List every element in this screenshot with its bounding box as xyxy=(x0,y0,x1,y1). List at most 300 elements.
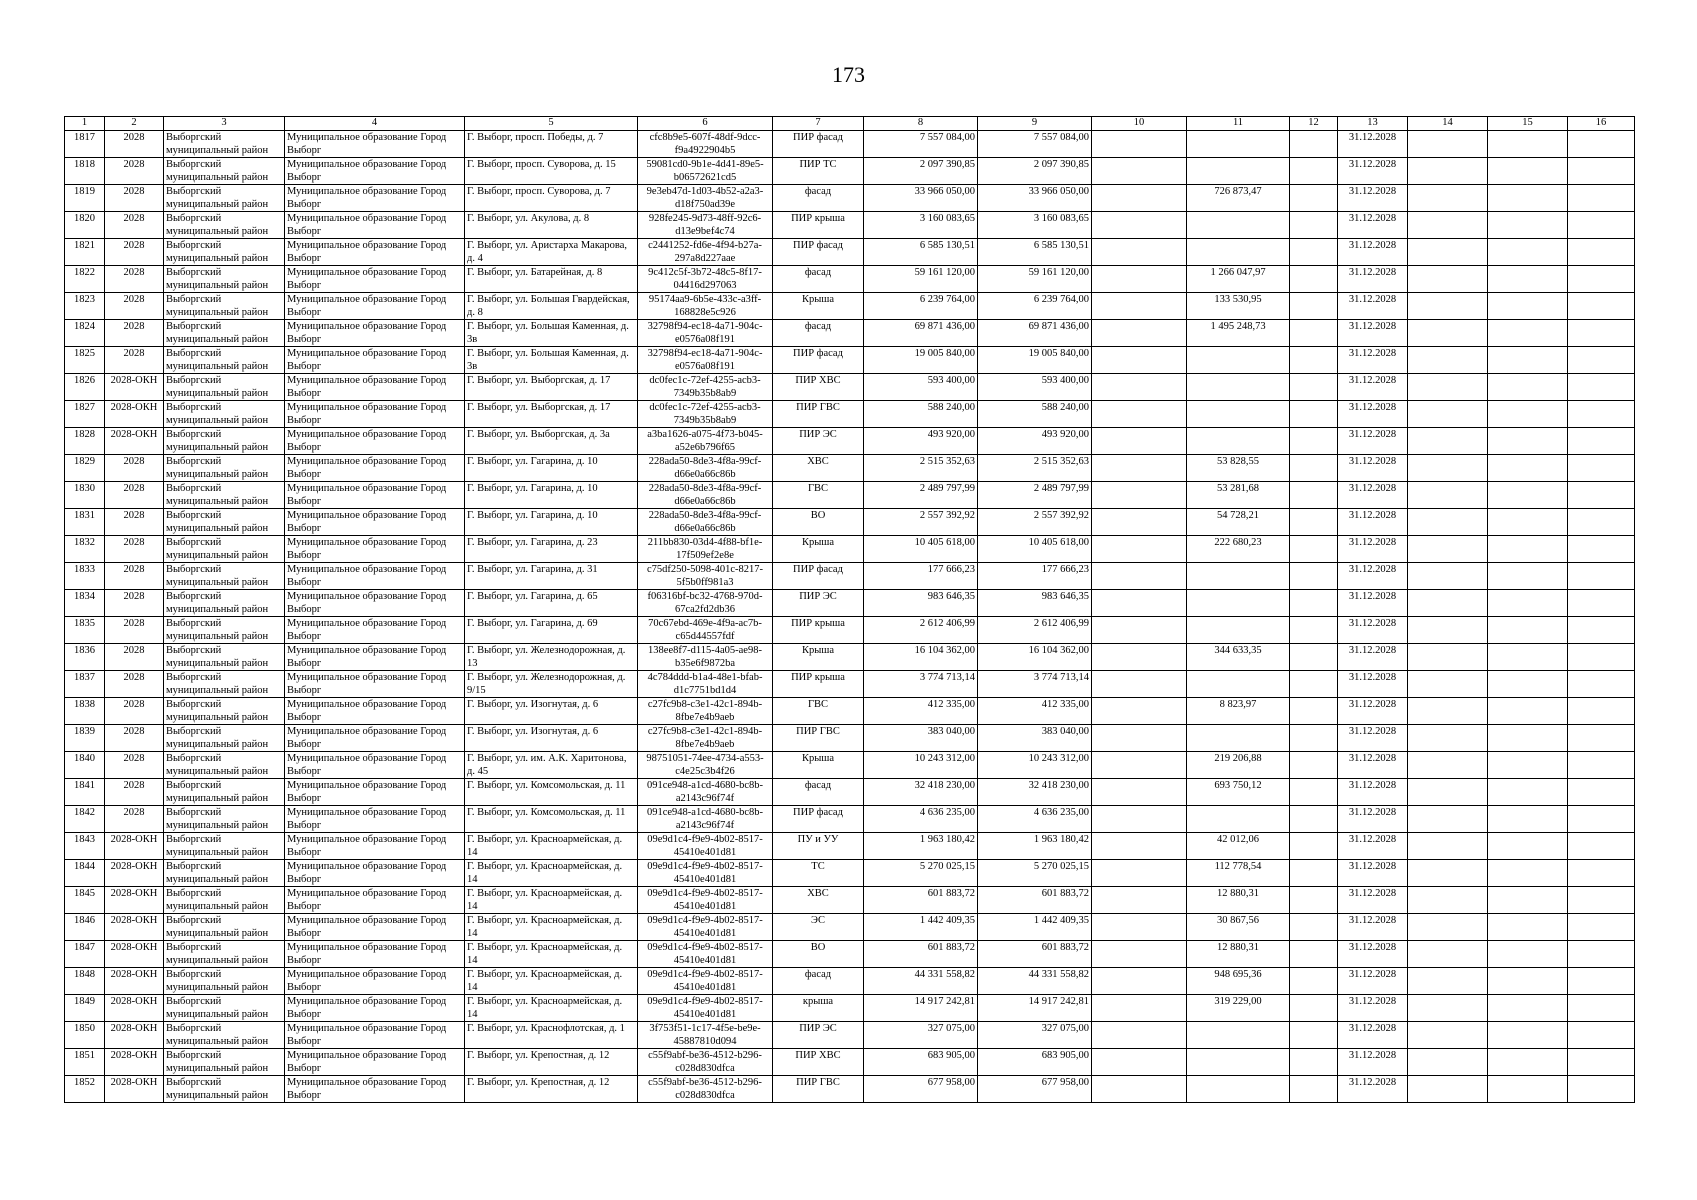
row-cost-total: 4 636 235,00 xyxy=(864,806,978,833)
row-address-line: Г. Выборг, ул. Гагарина, д. 65 xyxy=(467,591,598,602)
row-cost-fund: 3 774 713,14 xyxy=(978,671,1092,698)
row-deadline: 31.12.2028 xyxy=(1338,239,1408,266)
row-cost-total: 14 917 242,81 xyxy=(864,995,978,1022)
row-col10 xyxy=(1092,1022,1187,1049)
row-cost-total: 683 905,00 xyxy=(864,1049,978,1076)
row-col16 xyxy=(1568,752,1635,779)
row-guid-line: 04416d297063 xyxy=(673,280,737,291)
column-header-10: 10 xyxy=(1092,117,1187,131)
row-district-line: Выборгский xyxy=(166,645,222,656)
row-municipality-line: Муниципальное образование Город xyxy=(287,861,447,872)
row-district-line: Выборгский xyxy=(166,348,222,359)
row-address-line: Г. Выборг, ул. Комсомольская, д. 11 xyxy=(467,807,626,818)
row-municipality-line: Муниципальное образование Город xyxy=(287,537,447,548)
row-guid xyxy=(638,752,773,779)
row-col11: 53 828,55 xyxy=(1187,455,1290,482)
row-municipality xyxy=(285,131,465,158)
row-district xyxy=(164,212,285,239)
row-work-type: ПИР фасад xyxy=(773,806,864,833)
row-col15 xyxy=(1488,779,1568,806)
row-work-type: ПИР фасад xyxy=(773,131,864,158)
row-col15 xyxy=(1488,482,1568,509)
table-body xyxy=(65,131,1635,1103)
table-row xyxy=(65,941,1635,968)
row-guid-line: 138ee8f7-d115-4a05-ae98- xyxy=(648,645,762,656)
row-municipality-line: Муниципальное образование Город xyxy=(287,456,447,467)
row-district xyxy=(164,401,285,428)
row-year: 2028-ОКН xyxy=(105,941,164,968)
row-address-line: Г. Выборг, ул. Изогнутая, д. 6 xyxy=(467,726,599,737)
row-district-line: Выборгский xyxy=(166,240,222,251)
row-number: 1832 xyxy=(65,536,105,563)
row-guid-line: 32798f94-ec18-4a71-904c- xyxy=(647,348,763,359)
row-col16 xyxy=(1568,428,1635,455)
row-col12 xyxy=(1290,482,1338,509)
row-cost-total: 59 161 120,00 xyxy=(864,266,978,293)
row-col15 xyxy=(1488,320,1568,347)
row-municipality-line: Муниципальное образование Город xyxy=(287,132,447,143)
row-address-line: 14 xyxy=(467,982,478,993)
row-address xyxy=(465,968,638,995)
row-col14 xyxy=(1408,212,1488,239)
row-col15 xyxy=(1488,968,1568,995)
row-cost-fund: 2 612 406,99 xyxy=(978,617,1092,644)
row-municipality-line: Выборг xyxy=(287,307,322,318)
row-guid-line: b35e6f9872ba xyxy=(674,658,736,669)
row-col10 xyxy=(1092,158,1187,185)
row-municipality-line: Выборг xyxy=(287,604,322,615)
row-year: 2028 xyxy=(105,347,164,374)
row-guid-line: dc0fec1c-72ef-4255-acb3- xyxy=(649,402,761,413)
row-municipality-line: Муниципальное образование Город xyxy=(287,348,447,359)
row-guid xyxy=(638,1022,773,1049)
row-guid-line: a3ba1626-a075-4f73-b045- xyxy=(647,429,763,440)
row-guid-line: 45887810d094 xyxy=(673,1036,737,1047)
table-row xyxy=(65,833,1635,860)
row-year: 2028 xyxy=(105,644,164,671)
row-guid xyxy=(638,914,773,941)
row-col14 xyxy=(1408,1022,1488,1049)
row-col12 xyxy=(1290,941,1338,968)
row-deadline: 31.12.2028 xyxy=(1338,185,1408,212)
row-work-type: ПИР ЭС xyxy=(773,1022,864,1049)
row-col14 xyxy=(1408,1049,1488,1076)
row-address xyxy=(465,995,638,1022)
row-col11: 1 495 248,73 xyxy=(1187,320,1290,347)
row-guid-line: c65d44557fdf xyxy=(675,631,735,642)
row-col15 xyxy=(1488,347,1568,374)
row-cost-fund: 177 666,23 xyxy=(978,563,1092,590)
row-year: 2028-ОКН xyxy=(105,1022,164,1049)
row-col14 xyxy=(1408,482,1488,509)
row-address-line: д. 45 xyxy=(467,766,489,777)
row-guid-line: 45410e401d81 xyxy=(673,955,737,966)
table-row xyxy=(65,536,1635,563)
row-address-line: 14 xyxy=(467,928,478,939)
row-col15 xyxy=(1488,158,1568,185)
row-col12 xyxy=(1290,455,1338,482)
row-guid-line: 70c67ebd-469e-4f9a-ac7b- xyxy=(648,618,762,629)
row-col16 xyxy=(1568,563,1635,590)
row-work-type: фасад xyxy=(773,320,864,347)
column-header-7: 7 xyxy=(773,117,864,131)
row-year: 2028-ОКН xyxy=(105,428,164,455)
row-col11 xyxy=(1187,428,1290,455)
row-cost-fund: 32 418 230,00 xyxy=(978,779,1092,806)
table-row xyxy=(65,995,1635,1022)
row-number: 1849 xyxy=(65,995,105,1022)
row-guid xyxy=(638,1076,773,1103)
row-municipality-line: Выборг xyxy=(287,1009,322,1020)
row-address-line: Г. Выборг, ул. Аристарха Макарова, xyxy=(467,240,628,251)
row-municipality xyxy=(285,563,465,590)
row-col12 xyxy=(1290,725,1338,752)
row-cost-total: 6 585 130,51 xyxy=(864,239,978,266)
row-district-line: Выборгский xyxy=(166,1023,222,1034)
table-row xyxy=(65,779,1635,806)
row-municipality xyxy=(285,266,465,293)
row-municipality-line: Выборг xyxy=(287,658,322,669)
table-row xyxy=(65,428,1635,455)
row-year: 2028-ОКН xyxy=(105,1076,164,1103)
row-deadline: 31.12.2028 xyxy=(1338,914,1408,941)
row-work-type: ХВС xyxy=(773,455,864,482)
row-col11 xyxy=(1187,158,1290,185)
row-district xyxy=(164,320,285,347)
row-municipality xyxy=(285,158,465,185)
row-col10 xyxy=(1092,887,1187,914)
row-address xyxy=(465,374,638,401)
row-municipality-line: Выборг xyxy=(287,685,322,696)
row-municipality-line: Выборг xyxy=(287,982,322,993)
row-col15 xyxy=(1488,266,1568,293)
table-row xyxy=(65,968,1635,995)
row-guid-line: 4c784ddd-b1a4-48e1-bfab- xyxy=(647,672,763,683)
row-district-line: Выборгский xyxy=(166,1050,222,1061)
row-deadline: 31.12.2028 xyxy=(1338,266,1408,293)
row-deadline: 31.12.2028 xyxy=(1338,509,1408,536)
row-guid-line: d18f750ad39e xyxy=(674,199,736,210)
row-deadline: 31.12.2028 xyxy=(1338,590,1408,617)
row-district xyxy=(164,536,285,563)
row-guid xyxy=(638,185,773,212)
row-municipality-line: Муниципальное образование Город xyxy=(287,780,447,791)
row-col10 xyxy=(1092,779,1187,806)
row-col10 xyxy=(1092,617,1187,644)
row-col10 xyxy=(1092,806,1187,833)
row-municipality xyxy=(285,401,465,428)
row-address xyxy=(465,617,638,644)
row-deadline: 31.12.2028 xyxy=(1338,860,1408,887)
row-district xyxy=(164,1076,285,1103)
row-district-line: Выборгский xyxy=(166,159,222,170)
row-district-line: Выборгский xyxy=(166,375,222,386)
row-district xyxy=(164,806,285,833)
row-municipality-line: Выборг xyxy=(287,280,322,291)
row-deadline: 31.12.2028 xyxy=(1338,968,1408,995)
row-district-line: Выборгский xyxy=(166,294,222,305)
row-district xyxy=(164,914,285,941)
row-guid-line: c2441252-fd6e-4f94-b27a- xyxy=(648,240,762,251)
row-col11 xyxy=(1187,374,1290,401)
row-guid xyxy=(638,617,773,644)
row-col14 xyxy=(1408,455,1488,482)
row-district-line: Выборгский xyxy=(166,483,222,494)
row-address-line: 14 xyxy=(467,847,478,858)
row-deadline: 31.12.2028 xyxy=(1338,131,1408,158)
row-work-type: ПИР фасад xyxy=(773,347,864,374)
row-number: 1838 xyxy=(65,698,105,725)
row-district-line: Выборгский xyxy=(166,672,222,683)
row-work-type: Крыша xyxy=(773,536,864,563)
row-cost-total: 601 883,72 xyxy=(864,941,978,968)
row-col14 xyxy=(1408,509,1488,536)
row-cost-fund: 593 400,00 xyxy=(978,374,1092,401)
row-guid-line: 928fe245-9d73-48ff-92c6- xyxy=(648,213,762,224)
row-col12 xyxy=(1290,644,1338,671)
row-address-line: Г. Выборг, ул. Комсомольская, д. 11 xyxy=(467,780,626,791)
row-year: 2028 xyxy=(105,293,164,320)
row-year: 2028 xyxy=(105,266,164,293)
row-col15 xyxy=(1488,941,1568,968)
row-municipality xyxy=(285,347,465,374)
row-guid-line: 09e9d1c4-f9e9-4b02-8517- xyxy=(647,888,763,899)
row-address-line: Г. Выборг, ул. им. А.К. Харитонова, xyxy=(467,753,627,764)
row-district xyxy=(164,374,285,401)
row-municipality-line: Муниципальное образование Город xyxy=(287,672,447,683)
row-district xyxy=(164,185,285,212)
row-cost-total: 6 239 764,00 xyxy=(864,293,978,320)
row-work-type: ПИР крыша xyxy=(773,671,864,698)
row-guid-line: 45410e401d81 xyxy=(673,928,737,939)
row-guid-line: 45410e401d81 xyxy=(673,847,737,858)
row-work-type: ПИР ГВС xyxy=(773,401,864,428)
row-col12 xyxy=(1290,995,1338,1022)
row-guid-line: 228ada50-8de3-4f8a-99cf- xyxy=(648,483,762,494)
row-municipality xyxy=(285,752,465,779)
row-municipality xyxy=(285,860,465,887)
row-col11 xyxy=(1187,725,1290,752)
row-district-line: Выборгский xyxy=(166,321,222,332)
row-col11: 30 867,56 xyxy=(1187,914,1290,941)
row-work-type: фасад xyxy=(773,266,864,293)
row-col14 xyxy=(1408,860,1488,887)
row-col12 xyxy=(1290,806,1338,833)
row-col10 xyxy=(1092,185,1187,212)
row-col10 xyxy=(1092,455,1187,482)
row-district xyxy=(164,725,285,752)
row-district-line: Выборгский xyxy=(166,186,222,197)
row-year: 2028 xyxy=(105,239,164,266)
row-cost-fund: 19 005 840,00 xyxy=(978,347,1092,374)
row-cost-fund: 983 646,35 xyxy=(978,590,1092,617)
row-col16 xyxy=(1568,914,1635,941)
row-col14 xyxy=(1408,914,1488,941)
row-col16 xyxy=(1568,212,1635,239)
row-district-line: муниципальный район xyxy=(166,820,269,831)
row-guid-line: a52e6b796f65 xyxy=(674,442,736,453)
row-guid xyxy=(638,644,773,671)
row-guid-line: 9e3eb47d-1d03-4b52-a2a3- xyxy=(646,186,764,197)
row-address-line: Г. Выборг, ул. Гагарина, д. 31 xyxy=(467,564,598,575)
row-municipality xyxy=(285,617,465,644)
row-municipality-line: Выборг xyxy=(287,226,322,237)
row-year: 2028 xyxy=(105,158,164,185)
row-number: 1826 xyxy=(65,374,105,401)
row-year: 2028-ОКН xyxy=(105,914,164,941)
row-number: 1827 xyxy=(65,401,105,428)
row-address xyxy=(465,563,638,590)
row-municipality-line: Выборг xyxy=(287,955,322,966)
row-district-line: муниципальный район xyxy=(166,1090,269,1101)
row-district-line: муниципальный район xyxy=(166,253,269,264)
row-guid-line: 17f509ef2e8e xyxy=(676,550,734,561)
row-col14 xyxy=(1408,536,1488,563)
row-year: 2028-ОКН xyxy=(105,860,164,887)
row-address-line: Г. Выборг, ул. Выборгская, д. 3а xyxy=(467,429,610,440)
row-col12 xyxy=(1290,914,1338,941)
row-col12 xyxy=(1290,374,1338,401)
row-guid xyxy=(638,725,773,752)
row-col12 xyxy=(1290,158,1338,185)
row-col12 xyxy=(1290,428,1338,455)
row-municipality-line: Муниципальное образование Город xyxy=(287,969,447,980)
row-address xyxy=(465,320,638,347)
row-col10 xyxy=(1092,509,1187,536)
row-district-line: муниципальный район xyxy=(166,442,269,453)
row-work-type: ЭС xyxy=(773,914,864,941)
row-col12 xyxy=(1290,563,1338,590)
row-year: 2028 xyxy=(105,509,164,536)
row-col16 xyxy=(1568,833,1635,860)
row-district xyxy=(164,509,285,536)
row-col10 xyxy=(1092,644,1187,671)
row-col11: 1 266 047,97 xyxy=(1187,266,1290,293)
row-guid-line: 67ca2fd2db36 xyxy=(674,604,736,615)
row-guid-line: 8fbe7e4b9aeb xyxy=(675,739,735,750)
row-guid-line: c028d830dfca xyxy=(675,1063,735,1074)
row-municipality xyxy=(285,833,465,860)
row-col16 xyxy=(1568,995,1635,1022)
row-cost-total: 177 666,23 xyxy=(864,563,978,590)
row-address xyxy=(465,590,638,617)
row-municipality-line: Муниципальное образование Город xyxy=(287,1050,447,1061)
row-cost-total: 983 646,35 xyxy=(864,590,978,617)
row-col10 xyxy=(1092,563,1187,590)
row-municipality xyxy=(285,212,465,239)
row-cost-total: 2 515 352,63 xyxy=(864,455,978,482)
row-col14 xyxy=(1408,779,1488,806)
row-year: 2028-ОКН xyxy=(105,968,164,995)
row-municipality xyxy=(285,779,465,806)
row-address xyxy=(465,509,638,536)
row-district xyxy=(164,455,285,482)
row-municipality-line: Выборг xyxy=(287,415,322,426)
row-work-type: ХВС xyxy=(773,887,864,914)
row-col15 xyxy=(1488,752,1568,779)
row-address xyxy=(465,239,638,266)
row-deadline: 31.12.2028 xyxy=(1338,1022,1408,1049)
row-col12 xyxy=(1290,752,1338,779)
row-year: 2028-ОКН xyxy=(105,833,164,860)
row-municipality xyxy=(285,1022,465,1049)
row-district-line: муниципальный район xyxy=(166,901,269,912)
row-col11 xyxy=(1187,239,1290,266)
row-address-line: Г. Выборг, ул. Большая Каменная, д. xyxy=(467,348,629,359)
row-district xyxy=(164,1022,285,1049)
row-district xyxy=(164,887,285,914)
row-district-line: Выборгский xyxy=(166,753,222,764)
row-number: 1839 xyxy=(65,725,105,752)
column-header-2: 2 xyxy=(105,117,164,131)
column-header-14: 14 xyxy=(1408,117,1488,131)
row-col11: 693 750,12 xyxy=(1187,779,1290,806)
table-row xyxy=(65,914,1635,941)
row-address-line: Г. Выборг, ул. Батарейная, д. 8 xyxy=(467,267,603,278)
row-cost-total: 677 958,00 xyxy=(864,1076,978,1103)
row-municipality-line: Муниципальное образование Город xyxy=(287,591,447,602)
row-address-line: 9/15 xyxy=(467,685,486,696)
row-number: 1846 xyxy=(65,914,105,941)
row-work-type: ПИР ЭС xyxy=(773,428,864,455)
row-municipality xyxy=(285,482,465,509)
row-guid-line: f9a4922904b5 xyxy=(674,145,736,156)
row-guid-line: 98751051-74ee-4734-a553- xyxy=(646,753,764,764)
row-guid xyxy=(638,293,773,320)
row-address xyxy=(465,482,638,509)
row-col10 xyxy=(1092,833,1187,860)
row-municipality-line: Выборг xyxy=(287,253,322,264)
row-col10 xyxy=(1092,212,1187,239)
row-municipality-line: Муниципальное образование Город xyxy=(287,510,447,521)
row-work-type: ПИР крыша xyxy=(773,617,864,644)
row-municipality xyxy=(285,725,465,752)
row-cost-total: 412 335,00 xyxy=(864,698,978,725)
row-district-line: Выборгский xyxy=(166,861,222,872)
row-year: 2028-ОКН xyxy=(105,374,164,401)
row-col14 xyxy=(1408,428,1488,455)
row-col12 xyxy=(1290,1022,1338,1049)
row-year: 2028 xyxy=(105,563,164,590)
row-cost-fund: 1 442 409,35 xyxy=(978,914,1092,941)
row-municipality-line: Выборг xyxy=(287,928,322,939)
row-municipality-line: Муниципальное образование Город xyxy=(287,645,447,656)
row-col15 xyxy=(1488,536,1568,563)
row-cost-fund: 33 966 050,00 xyxy=(978,185,1092,212)
row-district-line: муниципальный район xyxy=(166,847,269,858)
row-cost-fund: 677 958,00 xyxy=(978,1076,1092,1103)
row-col15 xyxy=(1488,293,1568,320)
row-deadline: 31.12.2028 xyxy=(1338,995,1408,1022)
row-district xyxy=(164,752,285,779)
row-number: 1833 xyxy=(65,563,105,590)
row-year: 2028 xyxy=(105,185,164,212)
row-deadline: 31.12.2028 xyxy=(1338,698,1408,725)
row-deadline: 31.12.2028 xyxy=(1338,644,1408,671)
row-address xyxy=(465,455,638,482)
row-col10 xyxy=(1092,428,1187,455)
row-work-type: ТС xyxy=(773,860,864,887)
row-col11: 8 823,97 xyxy=(1187,698,1290,725)
row-guid xyxy=(638,212,773,239)
row-deadline: 31.12.2028 xyxy=(1338,482,1408,509)
row-district xyxy=(164,779,285,806)
row-guid xyxy=(638,833,773,860)
row-number: 1817 xyxy=(65,131,105,158)
row-col11: 12 880,31 xyxy=(1187,887,1290,914)
row-deadline: 31.12.2028 xyxy=(1338,671,1408,698)
table-row xyxy=(65,212,1635,239)
